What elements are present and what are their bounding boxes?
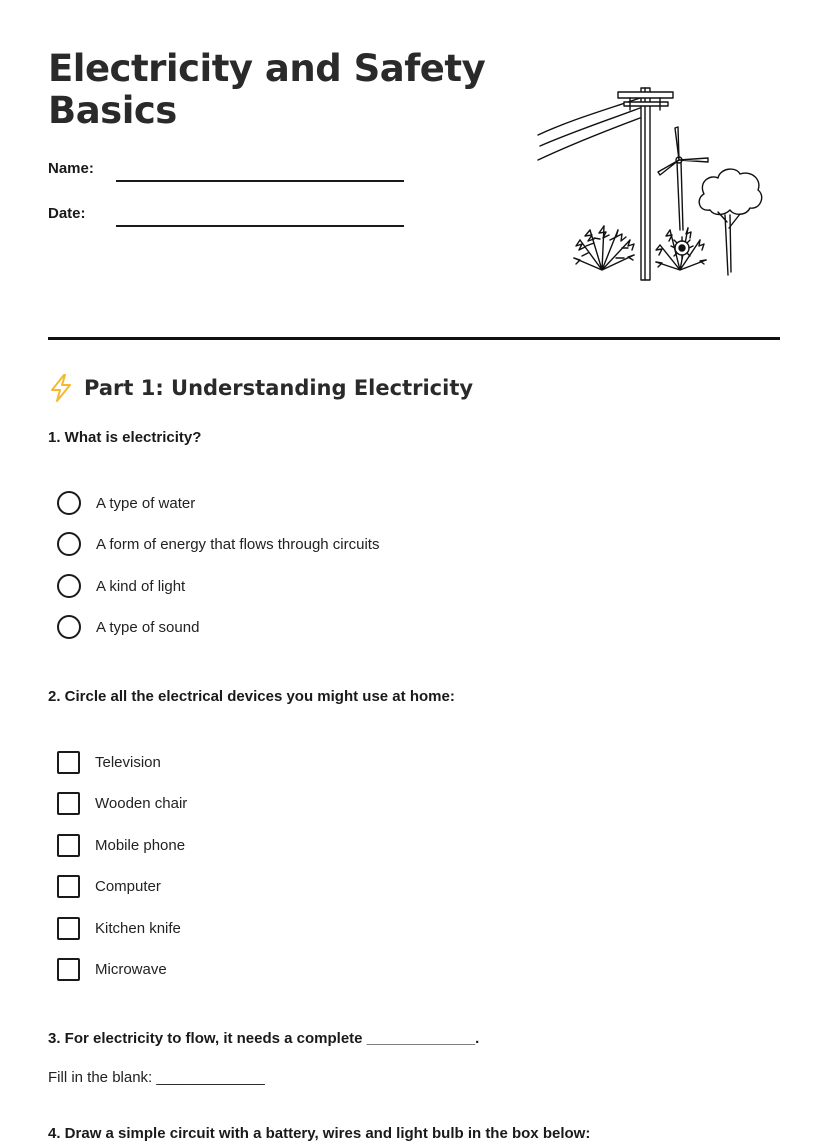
q2-option[interactable] [57,874,161,898]
question-1: 1. What is electricity? [48,429,202,446]
q1-option[interactable] [57,491,195,515]
checkbox[interactable] [57,917,80,940]
checkbox[interactable] [57,792,80,815]
checkbox[interactable] [57,958,80,981]
option-label: Microwave [95,960,167,978]
question-4: 4. Draw a simple circuit with a battery, wires and light bulb in the box below: [48,1125,591,1142]
name-label: Name: [48,160,94,177]
option-label: A form of energy that flows through circuits [96,535,380,553]
q1-option[interactable] [57,532,379,556]
question-3: 3. For electricity to flow, it needs a complete _____________. [48,1030,480,1047]
q2-option[interactable] [57,916,181,940]
q2-option[interactable] [57,957,167,981]
checkbox[interactable] [57,834,80,857]
option-label: Mobile phone [95,836,186,854]
question-2: 2. Circle all the electrical devices you might use at home: [48,688,455,705]
q1-option[interactable] [57,615,199,639]
checkbox[interactable] [57,875,80,898]
q1-option[interactable] [57,574,185,598]
option-label: A type of sound [96,618,200,636]
page-title: Electricity and Safety Basics [48,47,486,132]
part1-heading-text: Part 1: Understanding Electricity [84,376,474,400]
option-label: Wooden chair [95,794,188,812]
date-field[interactable] [116,225,404,227]
radio-button[interactable] [57,615,81,639]
option-label: Computer [95,877,161,895]
radio-button[interactable] [57,532,81,556]
section-divider [48,337,780,340]
power-pole-illustration [530,80,770,290]
part1-heading [48,374,473,402]
option-label: A kind of light [96,577,186,595]
option-label: Television [95,753,161,771]
date-label: Date: [48,205,86,222]
q2-option[interactable] [57,750,161,774]
checkbox[interactable] [57,751,80,774]
option-label: Kitchen knife [95,919,181,937]
q2-option[interactable] [57,833,185,857]
lightning-bolt-icon [48,374,74,402]
radio-button[interactable] [57,491,81,515]
q2-option[interactable] [57,791,187,815]
name-field[interactable] [116,180,404,182]
option-label: A type of water [96,494,196,512]
fill-in-blank[interactable]: Fill in the blank: _____________ [48,1069,265,1086]
radio-button[interactable] [57,574,81,598]
